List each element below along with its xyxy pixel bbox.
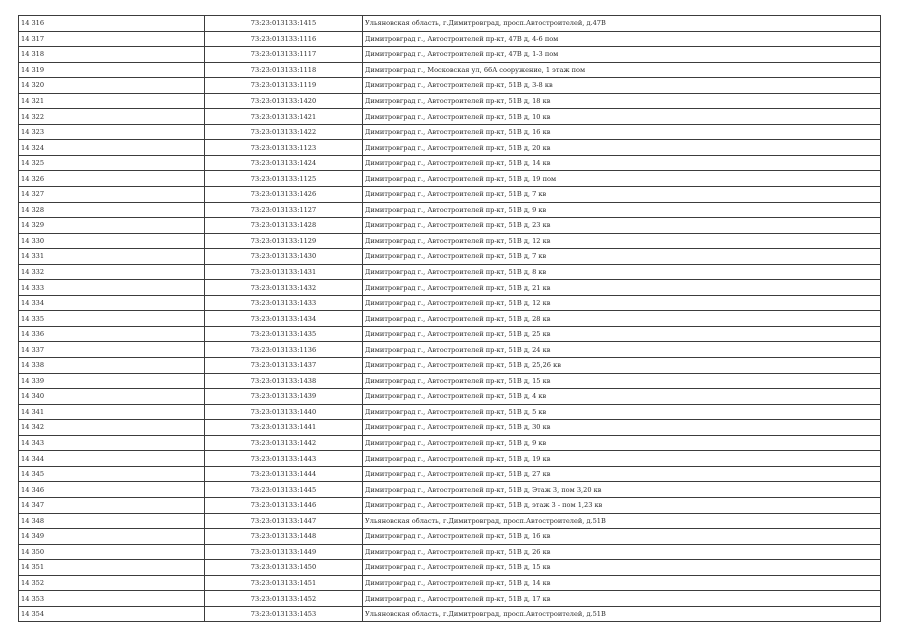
cadastral-number: 73:23:013133:1446 — [205, 497, 363, 513]
address-cell: Димитровград г., Автостроителей пр-кт, 47В д, 4-6 пом — [363, 31, 881, 47]
address-cell: Димитровград г., Автостроителей пр-кт, 51В д, 12 кв — [363, 295, 881, 311]
cadastral-number: 73:23:013133:1428 — [205, 218, 363, 234]
address-cell: Димитровград г., Автостроителей пр-кт, 51В д, 9 кв — [363, 202, 881, 218]
address-cell: Димитровград г., Автостроителей пр-кт, 51В д, 21 кв — [363, 280, 881, 296]
row-number: 14 331 — [19, 249, 205, 265]
address-cell: Димитровград г., Автостроителей пр-кт, 51В д, 19 кв — [363, 451, 881, 467]
address-cell: Димитровград г., Автостроителей пр-кт, 51В д, 25 кв — [363, 326, 881, 342]
cadastral-number: 73:23:013133:1449 — [205, 544, 363, 560]
address-cell: Димитровград г., Автостроителей пр-кт, 51В д, этаж 3 - пом 1,23 кв — [363, 497, 881, 513]
address-cell: Димитровград г., Московская ул, 66А сооружение, 1 этаж пом — [363, 62, 881, 78]
table-row — [19, 560, 881, 576]
cadastral-number: 73:23:013133:1442 — [205, 435, 363, 451]
cadastral-number: 73:23:013133:1435 — [205, 326, 363, 342]
table-row — [19, 264, 881, 280]
row-number: 14 345 — [19, 466, 205, 482]
row-number: 14 336 — [19, 326, 205, 342]
cadastral-number: 73:23:013133:1440 — [205, 404, 363, 420]
table-row — [19, 358, 881, 374]
row-number: 14 322 — [19, 109, 205, 125]
cadastral-number: 73:23:013133:1424 — [205, 155, 363, 171]
table-row — [19, 124, 881, 140]
address-cell: Ульяновская область, г.Димитровград, просп.Автостроителей, д.47В — [363, 16, 881, 32]
address-cell: Димитровград г., Автостроителей пр-кт, 51В д, 15 кв — [363, 560, 881, 576]
row-number: 14 348 — [19, 513, 205, 529]
row-number: 14 334 — [19, 295, 205, 311]
table-row — [19, 435, 881, 451]
cadastral-number: 73:23:013133:1421 — [205, 109, 363, 125]
cadastral-number: 73:23:013133:1129 — [205, 233, 363, 249]
cadastral-number: 73:23:013133:1127 — [205, 202, 363, 218]
cadastral-number: 73:23:013133:1448 — [205, 529, 363, 545]
table-row — [19, 295, 881, 311]
table-row — [19, 326, 881, 342]
table-row — [19, 606, 881, 622]
table-row — [19, 218, 881, 234]
row-number: 14 341 — [19, 404, 205, 420]
cadastral-number: 73:23:013133:1136 — [205, 342, 363, 358]
row-number: 14 351 — [19, 560, 205, 576]
cadastral-number: 73:23:013133:1119 — [205, 78, 363, 94]
table-row — [19, 187, 881, 203]
cadastral-number: 73:23:013133:1452 — [205, 591, 363, 607]
table-row — [19, 420, 881, 436]
cadastral-number: 73:23:013133:1445 — [205, 482, 363, 498]
address-cell: Димитровград г., Автостроителей пр-кт, 51В д, 16 кв — [363, 124, 881, 140]
row-number: 14 326 — [19, 171, 205, 187]
address-cell: Димитровград г., Автостроителей пр-кт, 51В д, 7 кв — [363, 187, 881, 203]
address-cell: Димитровград г., Автостроителей пр-кт, 51В д, 15 кв — [363, 373, 881, 389]
cadastral-number: 73:23:013133:1434 — [205, 311, 363, 327]
cadastral-number: 73:23:013133:1118 — [205, 62, 363, 78]
row-number: 14 349 — [19, 529, 205, 545]
address-cell: Димитровград г., Автостроителей пр-кт, 51В д, 14 кв — [363, 155, 881, 171]
row-number: 14 347 — [19, 497, 205, 513]
cadastral-number: 73:23:013133:1125 — [205, 171, 363, 187]
cadastral-number: 73:23:013133:1437 — [205, 358, 363, 374]
row-number: 14 342 — [19, 420, 205, 436]
address-cell: Димитровград г., Автостроителей пр-кт, 51В д, 16 кв — [363, 529, 881, 545]
table-row — [19, 155, 881, 171]
address-cell: Димитровград г., Автостроителей пр-кт, 51В д, 19 пом — [363, 171, 881, 187]
cadastral-number: 73:23:013133:1443 — [205, 451, 363, 467]
row-number: 14 344 — [19, 451, 205, 467]
cadastral-number: 73:23:013133:1117 — [205, 47, 363, 63]
row-number: 14 321 — [19, 93, 205, 109]
row-number: 14 320 — [19, 78, 205, 94]
table-row — [19, 466, 881, 482]
row-number: 14 319 — [19, 62, 205, 78]
cadastral-number: 73:23:013133:1426 — [205, 187, 363, 203]
table-row — [19, 171, 881, 187]
table-row — [19, 78, 881, 94]
table-row — [19, 513, 881, 529]
row-number: 14 340 — [19, 389, 205, 405]
address-cell: Димитровград г., Автостроителей пр-кт, 51В д, Этаж 3, пом 3,20 кв — [363, 482, 881, 498]
cadastral-number: 73:23:013133:1430 — [205, 249, 363, 265]
table-row — [19, 342, 881, 358]
table-row — [19, 497, 881, 513]
cadastral-number: 73:23:013133:1431 — [205, 264, 363, 280]
row-number: 14 328 — [19, 202, 205, 218]
cadastral-number: 73:23:013133:1444 — [205, 466, 363, 482]
row-number: 14 325 — [19, 155, 205, 171]
cadastral-number: 73:23:013133:1422 — [205, 124, 363, 140]
table-row — [19, 233, 881, 249]
address-cell: Димитровград г., Автостроителей пр-кт, 51В д, 26 кв — [363, 544, 881, 560]
address-cell: Димитровград г., Автостроителей пр-кт, 51В д, 4 кв — [363, 389, 881, 405]
row-number: 14 339 — [19, 373, 205, 389]
table-row — [19, 404, 881, 420]
row-number: 14 343 — [19, 435, 205, 451]
table-row — [19, 62, 881, 78]
document-sheet — [18, 15, 880, 622]
table-row — [19, 591, 881, 607]
address-cell: Димитровград г., Автостроителей пр-кт, 51В д, 12 кв — [363, 233, 881, 249]
table-row — [19, 109, 881, 125]
address-cell: Димитровград г., Автостроителей пр-кт, 51В д, 28 кв — [363, 311, 881, 327]
table-row — [19, 31, 881, 47]
address-cell: Димитровград г., Автостроителей пр-кт, 51В д, 8 кв — [363, 264, 881, 280]
cadastral-number: 73:23:013133:1123 — [205, 140, 363, 156]
row-number: 14 330 — [19, 233, 205, 249]
cadastral-number: 73:23:013133:1116 — [205, 31, 363, 47]
row-number: 14 338 — [19, 358, 205, 374]
table-row — [19, 451, 881, 467]
row-number: 14 327 — [19, 187, 205, 203]
cadastral-number: 73:23:013133:1439 — [205, 389, 363, 405]
address-cell: Ульяновская область, г.Димитровград, просп.Автостроителей, д.51В — [363, 513, 881, 529]
row-number: 14 318 — [19, 47, 205, 63]
table-row — [19, 140, 881, 156]
address-cell: Димитровград г., Автостроителей пр-кт, 47В д, 1-3 пом — [363, 47, 881, 63]
address-cell: Димитровград г., Автостроителей пр-кт, 51В д, 7 кв — [363, 249, 881, 265]
row-number: 14 324 — [19, 140, 205, 156]
cadastral-number: 73:23:013133:1415 — [205, 16, 363, 32]
registry-rows — [19, 16, 881, 622]
cadastral-number: 73:23:013133:1451 — [205, 575, 363, 591]
table-row — [19, 202, 881, 218]
address-cell: Димитровград г., Автостроителей пр-кт, 51В д, 20 кв — [363, 140, 881, 156]
row-number: 14 350 — [19, 544, 205, 560]
row-number: 14 329 — [19, 218, 205, 234]
table-row — [19, 16, 881, 32]
row-number: 14 354 — [19, 606, 205, 622]
cadastral-number: 73:23:013133:1433 — [205, 295, 363, 311]
address-cell: Димитровград г., Автостроителей пр-кт, 51В д, 18 кв — [363, 93, 881, 109]
table-row — [19, 575, 881, 591]
row-number: 14 337 — [19, 342, 205, 358]
table-row — [19, 529, 881, 545]
row-number: 14 323 — [19, 124, 205, 140]
cadastral-number: 73:23:013133:1420 — [205, 93, 363, 109]
row-number: 14 333 — [19, 280, 205, 296]
row-number: 14 317 — [19, 31, 205, 47]
address-cell: Димитровград г., Автостроителей пр-кт, 51В д, 23 кв — [363, 218, 881, 234]
address-cell: Димитровград г., Автостроителей пр-кт, 51В д, 5 кв — [363, 404, 881, 420]
address-cell: Димитровград г., Автостроителей пр-кт, 51В д, 27 кв — [363, 466, 881, 482]
table-row — [19, 544, 881, 560]
address-cell: Димитровград г., Автостроителей пр-кт, 51В д, 9 кв — [363, 435, 881, 451]
row-number: 14 352 — [19, 575, 205, 591]
address-cell: Димитровград г., Автостроителей пр-кт, 51В д, 17 кв — [363, 591, 881, 607]
address-cell: Димитровград г., Автостроителей пр-кт, 51В д, 25,26 кв — [363, 358, 881, 374]
cadastral-number: 73:23:013133:1441 — [205, 420, 363, 436]
row-number: 14 335 — [19, 311, 205, 327]
address-cell: Димитровград г., Автостроителей пр-кт, 51В д, 10 кв — [363, 109, 881, 125]
address-cell: Димитровград г., Автостроителей пр-кт, 51В д, 24 кв — [363, 342, 881, 358]
cadastral-number: 73:23:013133:1438 — [205, 373, 363, 389]
table-row — [19, 47, 881, 63]
registry-table — [18, 15, 881, 622]
cadastral-number: 73:23:013133:1432 — [205, 280, 363, 296]
table-row — [19, 249, 881, 265]
cadastral-number: 73:23:013133:1447 — [205, 513, 363, 529]
table-row — [19, 93, 881, 109]
cadastral-number: 73:23:013133:1450 — [205, 560, 363, 576]
address-cell: Димитровград г., Автостроителей пр-кт, 51В д, 14 кв — [363, 575, 881, 591]
table-row — [19, 280, 881, 296]
table-row — [19, 482, 881, 498]
row-number: 14 346 — [19, 482, 205, 498]
address-cell: Димитровград г., Автостроителей пр-кт, 51В д, 3-8 кв — [363, 78, 881, 94]
address-cell: Димитровград г., Автостроителей пр-кт, 51В д, 30 кв — [363, 420, 881, 436]
row-number: 14 332 — [19, 264, 205, 280]
table-row — [19, 389, 881, 405]
row-number: 14 316 — [19, 16, 205, 32]
row-number: 14 353 — [19, 591, 205, 607]
address-cell: Ульяновская область, г.Димитровград, просп.Автостроителей, д.51В — [363, 606, 881, 622]
table-row — [19, 311, 881, 327]
cadastral-number: 73:23:013133:1453 — [205, 606, 363, 622]
table-row — [19, 373, 881, 389]
